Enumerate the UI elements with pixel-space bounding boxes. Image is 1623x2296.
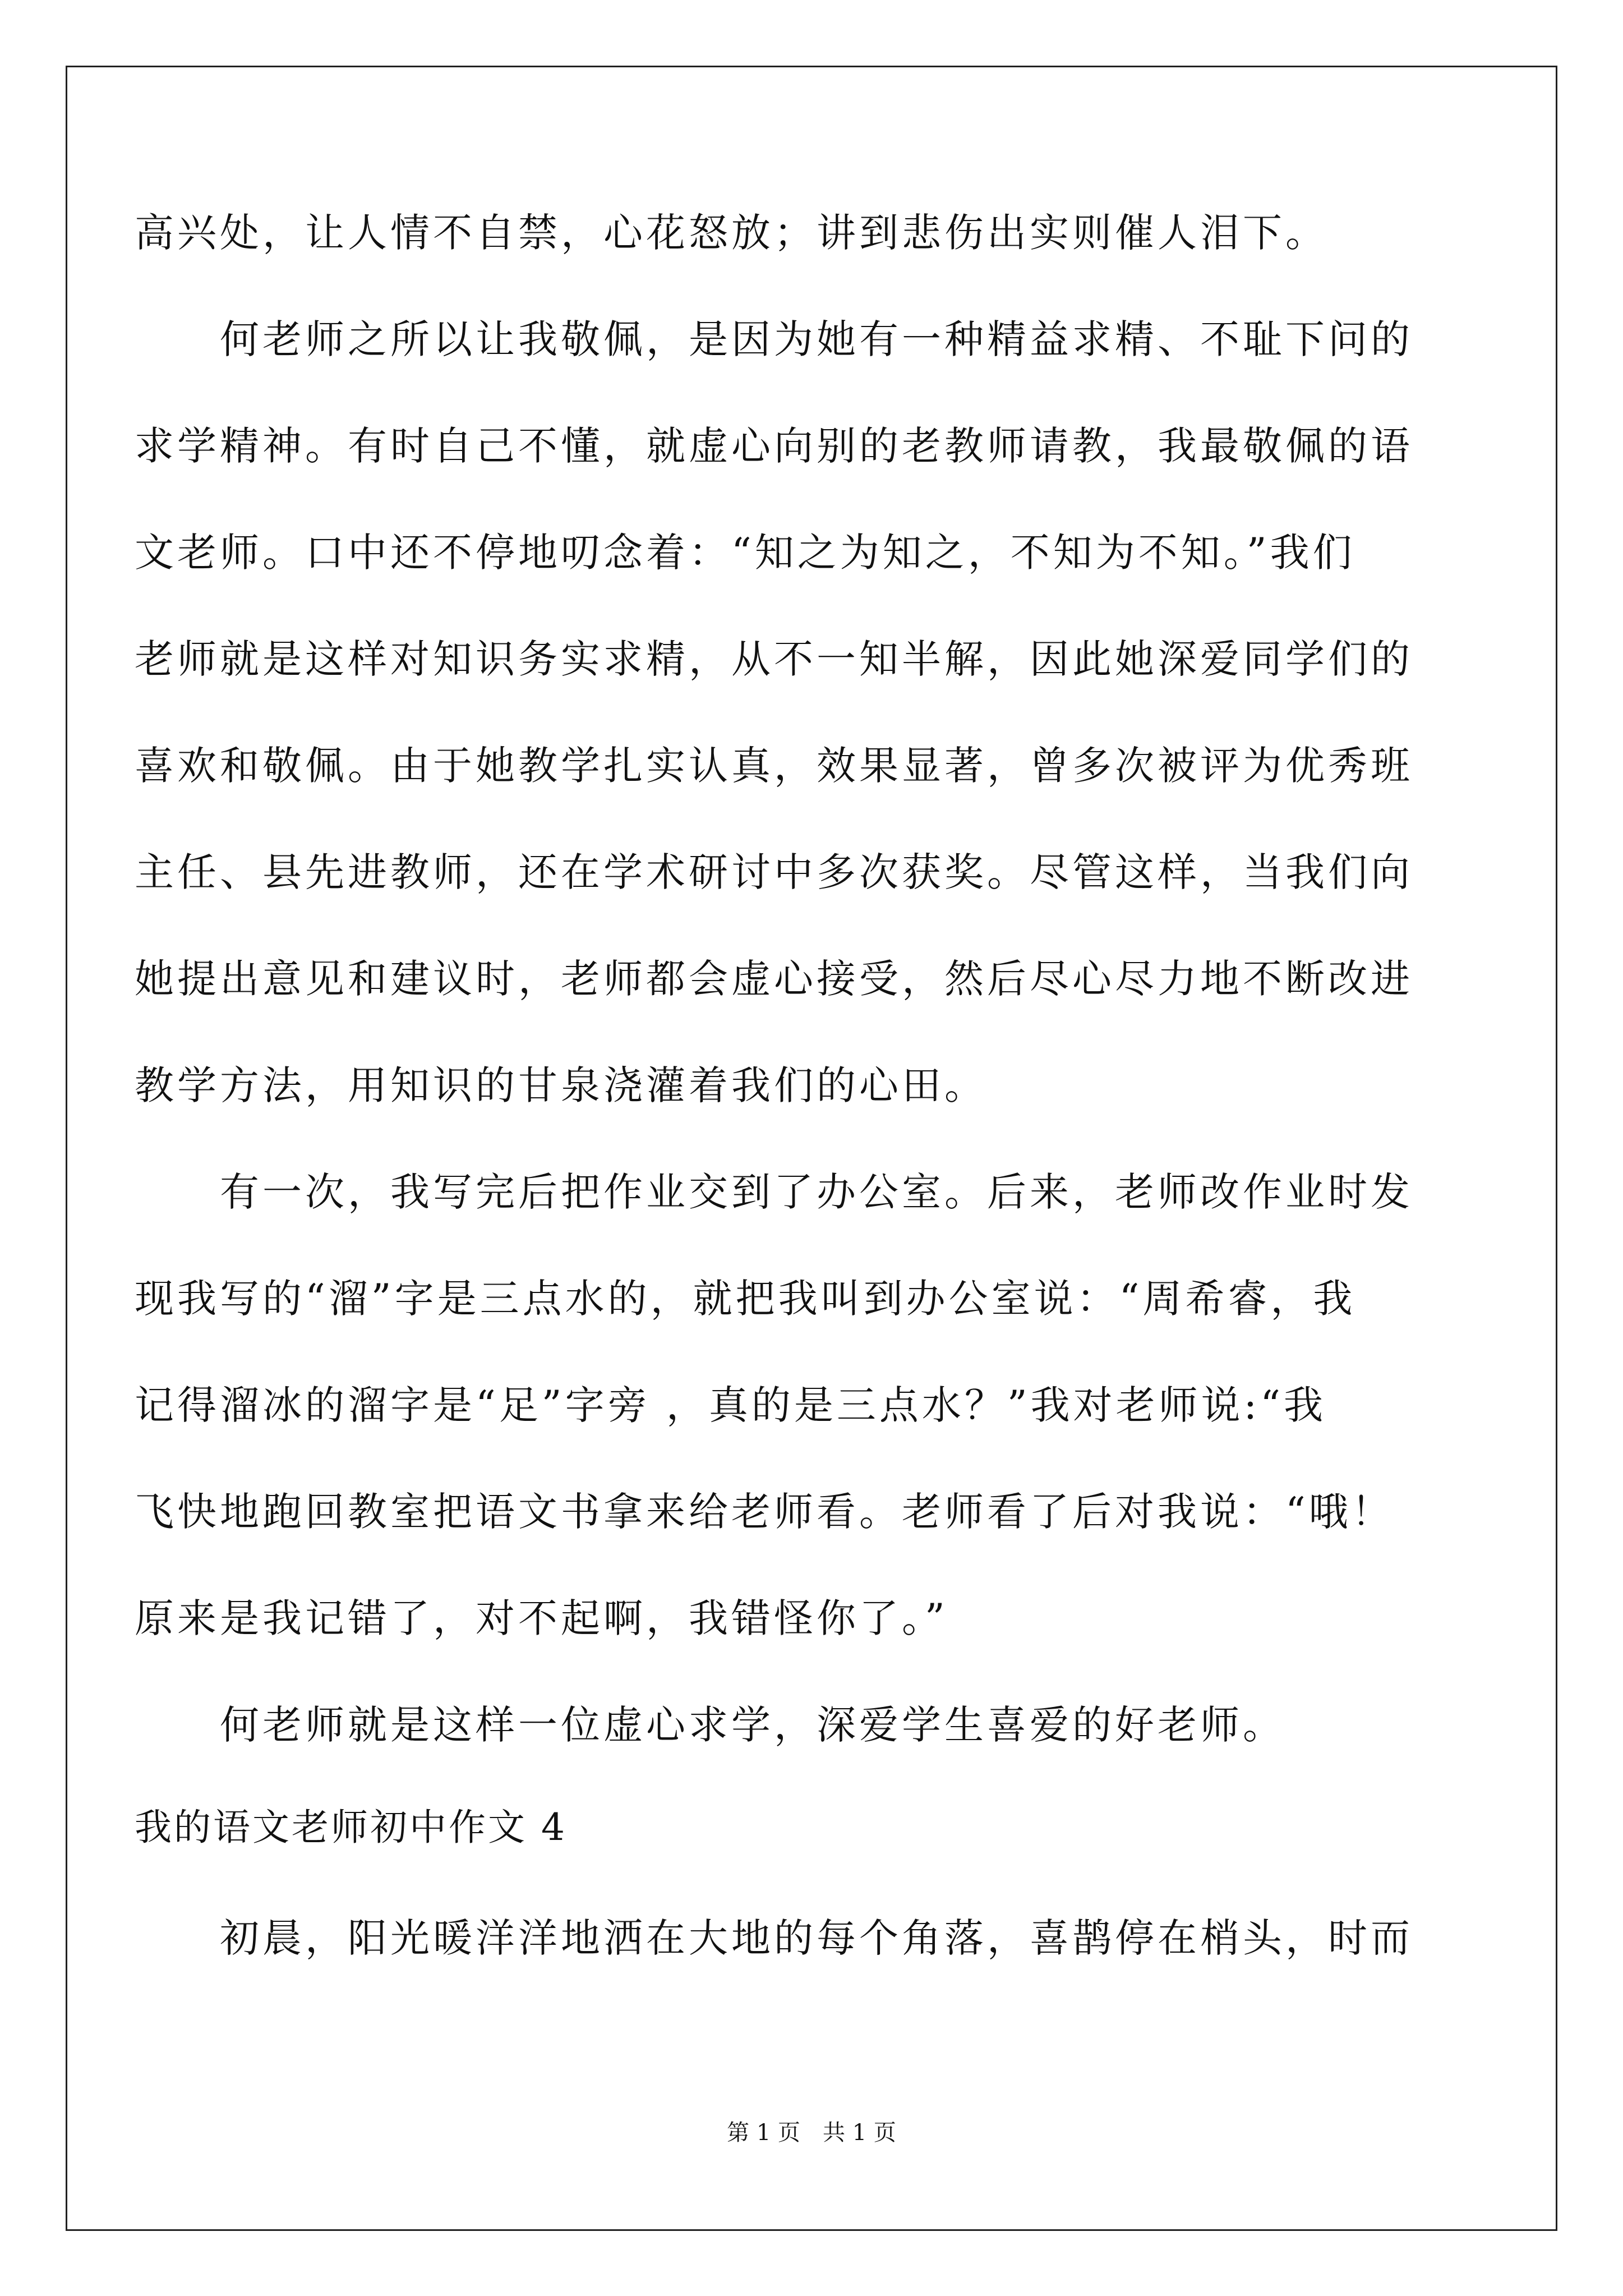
text-line: 喜欢和敬佩。由于她教学扎实认真，效果显著，曾多次被评为优秀班 xyxy=(135,743,1413,789)
page-number-footer: 第 1 页 共 1 页 xyxy=(727,2120,896,2146)
text-line: 文老师。口中还不停地叨念着：“知之为知之，不知为不知。”我们 xyxy=(135,530,1355,576)
text-line: 教学方法，用知识的甘泉浇灌着我们的心田。 xyxy=(135,1062,987,1108)
text-line: 何老师之所以让我敬佩，是因为她有一种精益求精、不耻下问的 xyxy=(135,316,1413,362)
text-line: 主任、县先进教师，还在学术研讨中多次获奖。尽管这样，当我们向 xyxy=(135,849,1413,895)
text-line: 何老师就是这样一位虚心求学，深爱学生喜爱的好老师。 xyxy=(135,1702,1285,1748)
text-line: 有一次，我写完后把作业交到了办公室。后来，老师改作业时发 xyxy=(135,1169,1413,1215)
text-line: 初晨，阳光暖洋洋地洒在大地的每个角落，喜鹊停在梢头，时而 xyxy=(135,1915,1413,1961)
text-line: 原来是我记错了，对不起啊，我错怪你了。” xyxy=(135,1595,948,1641)
text-line: 高兴处，让人情不自禁，心花怒放；讲到悲伤出实则催人泪下。 xyxy=(135,210,1328,256)
text-line: 记得溜冰的溜字是“足”字旁 ，真的是三点水？”我对老师说:“我 xyxy=(135,1382,1326,1428)
text-line: 老师就是这样对知识务实求精，从不一知半解，因此她深爱同学们的 xyxy=(135,636,1413,682)
text-line: 她提出意见和建议时，老师都会虚心接受，然后尽心尽力地不断改进 xyxy=(135,956,1413,1002)
text-line: 现我写的“溜”字是三点水的，就把我叫到办公室说：“周希睿，我 xyxy=(135,1276,1356,1322)
text-line: 求学精神。有时自己不懂，就虚心向别的老教师请教，我最敬佩的语 xyxy=(135,423,1413,469)
text-line: 飞快地跑回教室把语文书拿来给老师看。老师看了后对我说：“哦！ xyxy=(135,1489,1394,1535)
page-border xyxy=(66,66,1557,2231)
section-heading: 我的语文老师初中作文 4 xyxy=(135,1806,567,1849)
